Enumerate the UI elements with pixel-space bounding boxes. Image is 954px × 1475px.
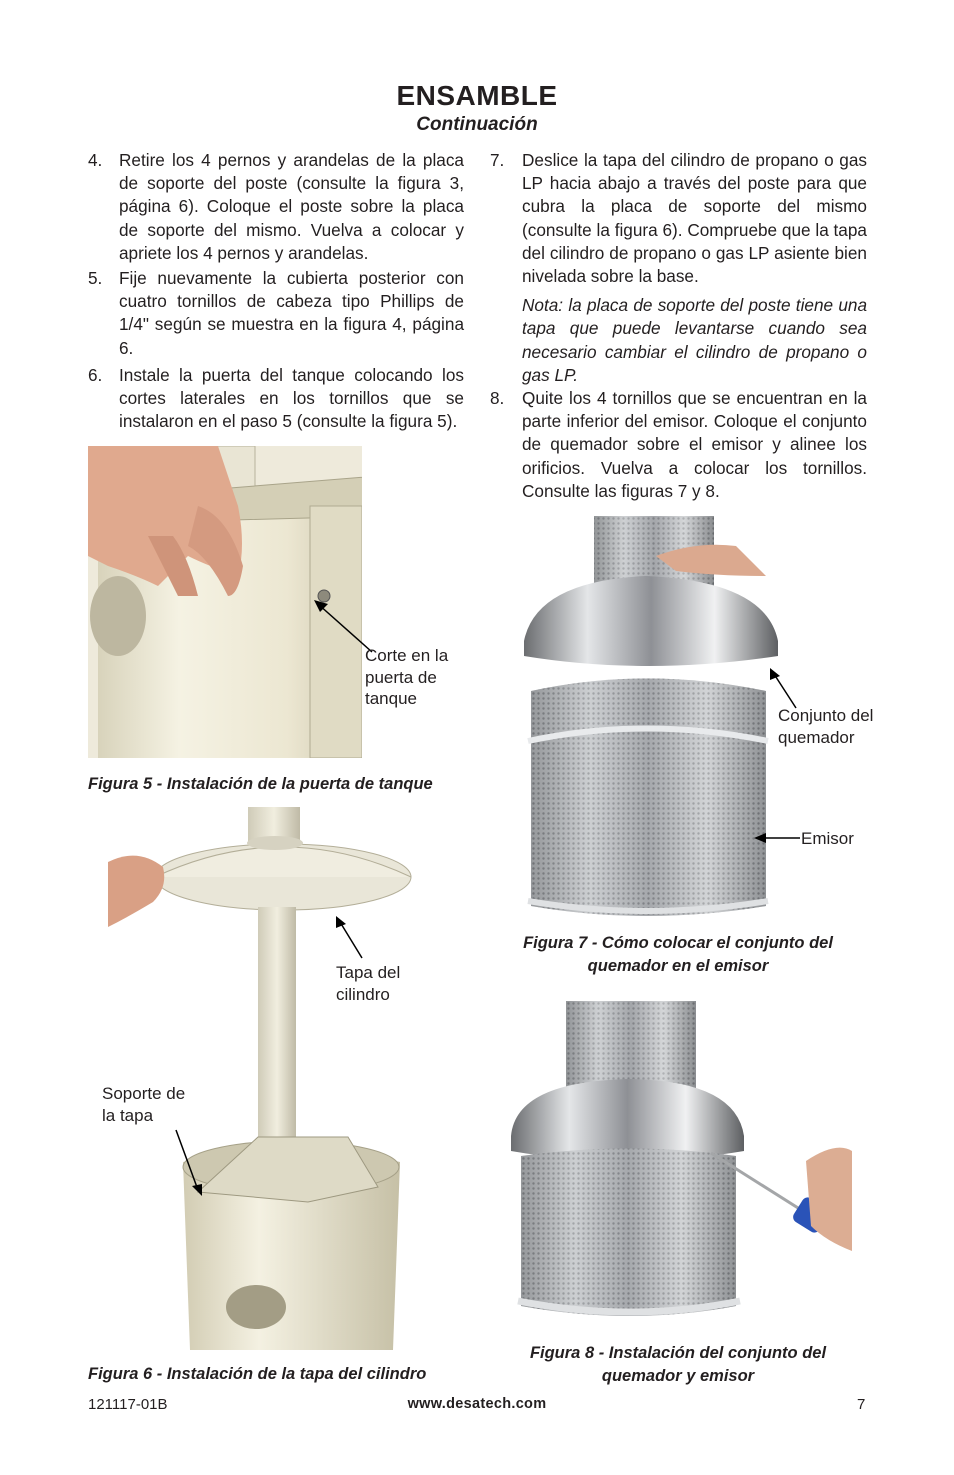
step-note: Nota: la placa de soporte del poste tiene una tapa que puede levantarse cuando sea necesario cambiar el cilindro de propano o gas LP. — [522, 295, 867, 385]
figure-5-caption: Figura 5 - Instalación de la puerta de tanque — [88, 775, 433, 793]
step-text: Retire los 4 pernos y arandelas de la placa de soporte del poste (consulte la figura 3, página 6). Coloque el poste sobre la placa de soporte del mismo. Vuelva a colocar y apriete los 4 pernos y arandelas. — [119, 150, 464, 263]
step-5 — [88, 267, 464, 362]
step-number: 5. — [88, 268, 103, 288]
figure-8-caption: Figura 8 - Instalación del conjunto del quemador y emisor — [529, 1344, 827, 1385]
figure-6-top-arrow — [330, 912, 370, 962]
website-link[interactable]: www.desatech.com — [407, 1396, 547, 1412]
step-text: Deslice la tapa del cilindro de propano o gas LP hacia abajo a través del poste para que cubra la placa de soporte del mismo (consulte la figura 6). Compruebe que la tapa del cilindro de propano o gas LP asiente bien nivelada sobre la base. — [522, 150, 867, 287]
step-7 — [490, 149, 867, 385]
figure-7-bottom-arrow — [752, 830, 802, 846]
figure-6-caption: Figura 6 - Instalación de la tapa del cilindro — [88, 1365, 427, 1383]
figure-7-caption: Figura 7 - Cómo colocar el conjunto del quemador en el emisor — [523, 934, 833, 975]
figure-6-bottom-arrow — [170, 1128, 210, 1198]
figure-7-callout-top: Conjunto del quemador — [778, 706, 874, 747]
figure-6-photo — [108, 807, 412, 1350]
figure-6-callout-bottom: Soporte de la tapa — [102, 1084, 186, 1125]
step-8 — [490, 387, 867, 502]
page-subtitle: Continuación — [416, 114, 538, 135]
step-number: 8. — [490, 388, 505, 408]
step-text: Quite los 4 tornillos que se encuentran en la parte inferior del emisor. Coloque el conjunto de quemador sobre el emisor y alinee los orificios. Vuelva a colocar los tornillos. Consulte las figuras 7 y 8. — [522, 388, 867, 501]
step-number: 4. — [88, 150, 103, 170]
figure-5-callout: Corte en la puerta de tanque — [365, 646, 449, 708]
step-text: Instale la puerta del tanque colocando los cortes laterales en los tornillos que se instalaron en el paso 5 (consulte la figura 5). — [119, 365, 464, 432]
step-number: 7. — [490, 150, 505, 170]
step-6 — [88, 364, 464, 436]
figure-7-callout-bottom: Emisor — [801, 829, 854, 848]
figure-7-photo — [516, 516, 780, 922]
figure-6-callout-top: Tapa del cilindro — [336, 963, 401, 1004]
step-4 — [88, 149, 464, 264]
step-text: Fije nuevamente la cubierta posterior con cuatro tornillos de cabeza tipo Phillips de 1/4" según se muestra en la figura 4, página 6. — [119, 268, 464, 358]
figure-8-photo — [506, 1001, 852, 1320]
part-number: 121117-01B — [88, 1396, 168, 1413]
page-title: ENSAMBLE — [396, 80, 558, 111]
page-number: 7 — [857, 1396, 866, 1413]
step-number: 6. — [88, 365, 103, 385]
